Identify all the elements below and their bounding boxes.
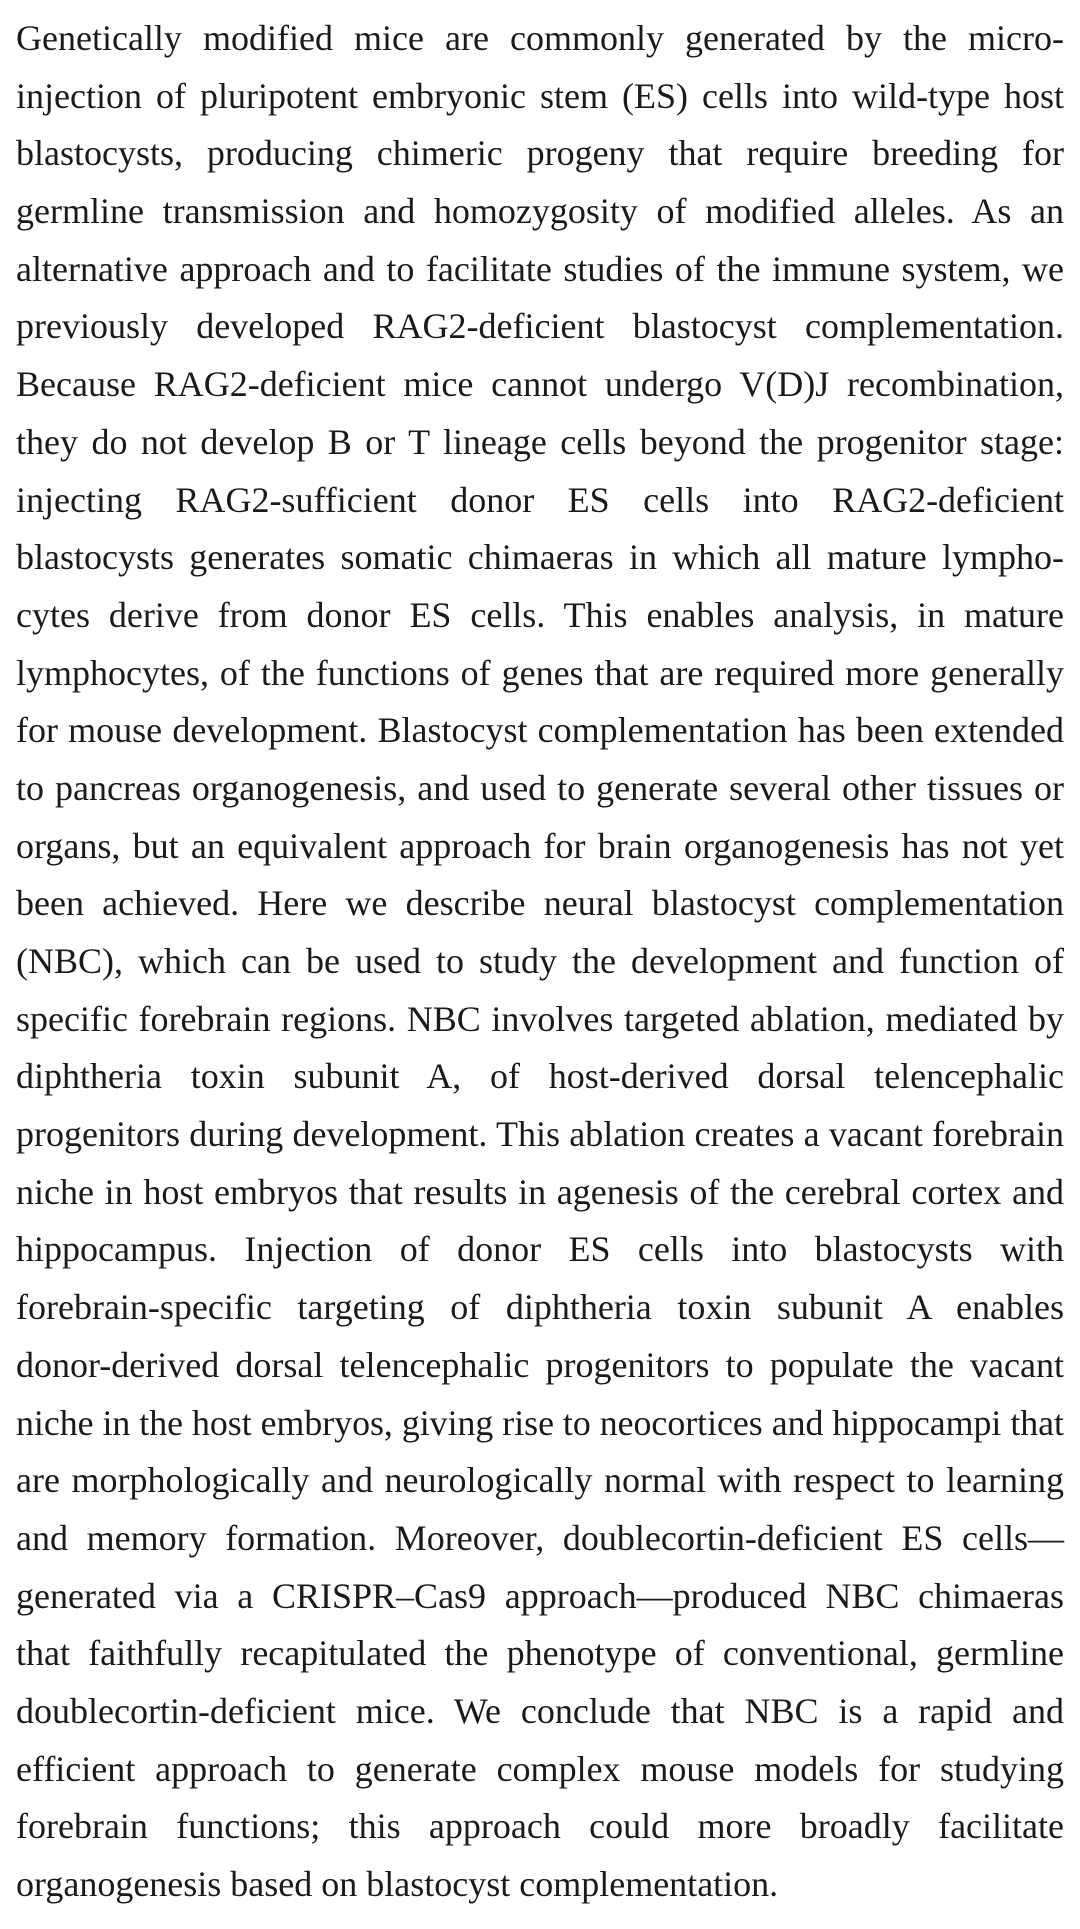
- abstract-line: injection of pluripotent embryonic stem (ES) cells into wild-type host: [16, 75, 1064, 116]
- abstract-line: forebrain-specific targeting of diphtheria toxin subunit A enables: [16, 1287, 1064, 1328]
- abstract-line: are morphologically and neurologically normal with respect to learning: [16, 1460, 1064, 1501]
- abstract-line: doublecortin-deficient mice. We conclude that NBC is a rapid and: [16, 1690, 1064, 1731]
- abstract-line: lymphocytes, of the functions of genes that are required more generally: [16, 652, 1064, 693]
- abstract-line: previously developed RAG2-deficient blastocyst complementation.: [16, 306, 1064, 347]
- abstract-line: Because RAG2-deficient mice cannot undergo V(D)J recombination,: [16, 364, 1064, 405]
- abstract-line: niche in host embryos that results in agenesis of the cerebral cortex and: [16, 1171, 1064, 1212]
- abstract-line: they do not develop B or T lineage cells beyond the progenitor stage:: [16, 421, 1064, 462]
- abstract-line: progenitors during development. This ablation creates a vacant forebrain: [16, 1114, 1064, 1155]
- abstract-line: (NBC), which can be used to study the development and function of: [16, 941, 1064, 981]
- abstract-line: diphtheria toxin subunit A, of host-derived dorsal telencephalic: [16, 1056, 1064, 1097]
- abstract-line: niche in the host embryos, giving rise to neocortices and hippocampi that: [16, 1402, 1064, 1443]
- abstract-line: been achieved. Here we describe neural blastocyst complementation: [16, 883, 1064, 924]
- abstract-line: and memory formation. Moreover, doublecortin-deficient ES cells—: [16, 1517, 1064, 1558]
- abstract-line: donor-derived dorsal telencephalic progenitors to populate the vacant: [16, 1344, 1064, 1385]
- abstract-paragraph: [16, 10, 1064, 1914]
- abstract-line: blastocysts generates somatic chimaeras in which all mature lympho-: [16, 537, 1064, 578]
- abstract-line: organogenesis based on blastocyst complementation.: [16, 1864, 779, 1904]
- abstract-line: blastocysts, producing chimeric progeny that require breeding for: [16, 133, 1064, 174]
- abstract-line: injecting RAG2-sufficient donor ES cells into RAG2-deficient: [16, 479, 1064, 520]
- abstract-line: for mouse development. Blastocyst complementation has been extended: [16, 710, 1064, 751]
- abstract-line: hippocampus. Injection of donor ES cells into blastocysts with: [16, 1229, 1064, 1270]
- abstract-line: efficient approach to generate complex mouse models for studying: [16, 1748, 1064, 1789]
- abstract-line: Genetically modified mice are commonly generated by the micro-: [16, 18, 1064, 58]
- abstract-line: generated via a CRISPR–Cas9 approach—produced NBC chimaeras: [16, 1575, 1064, 1616]
- abstract-line: forebrain functions; this approach could more broadly facilitate: [16, 1806, 1064, 1847]
- abstract-line: germline transmission and homozygosity of modified alleles. As an: [16, 191, 1064, 232]
- abstract-line: cytes derive from donor ES cells. This enables analysis, in mature: [16, 594, 1064, 635]
- abstract-line: organs, but an equivalent approach for brain organogenesis has not yet: [16, 825, 1064, 866]
- abstract-line: that faithfully recapitulated the phenotype of conventional, germline: [16, 1633, 1064, 1674]
- abstract-line: alternative approach and to facilitate studies of the immune system, we: [16, 248, 1064, 289]
- abstract-line: specific forebrain regions. NBC involves targeted ablation, mediated by: [16, 998, 1064, 1039]
- abstract-line: to pancreas organogenesis, and used to generate several other tissues or: [16, 767, 1064, 808]
